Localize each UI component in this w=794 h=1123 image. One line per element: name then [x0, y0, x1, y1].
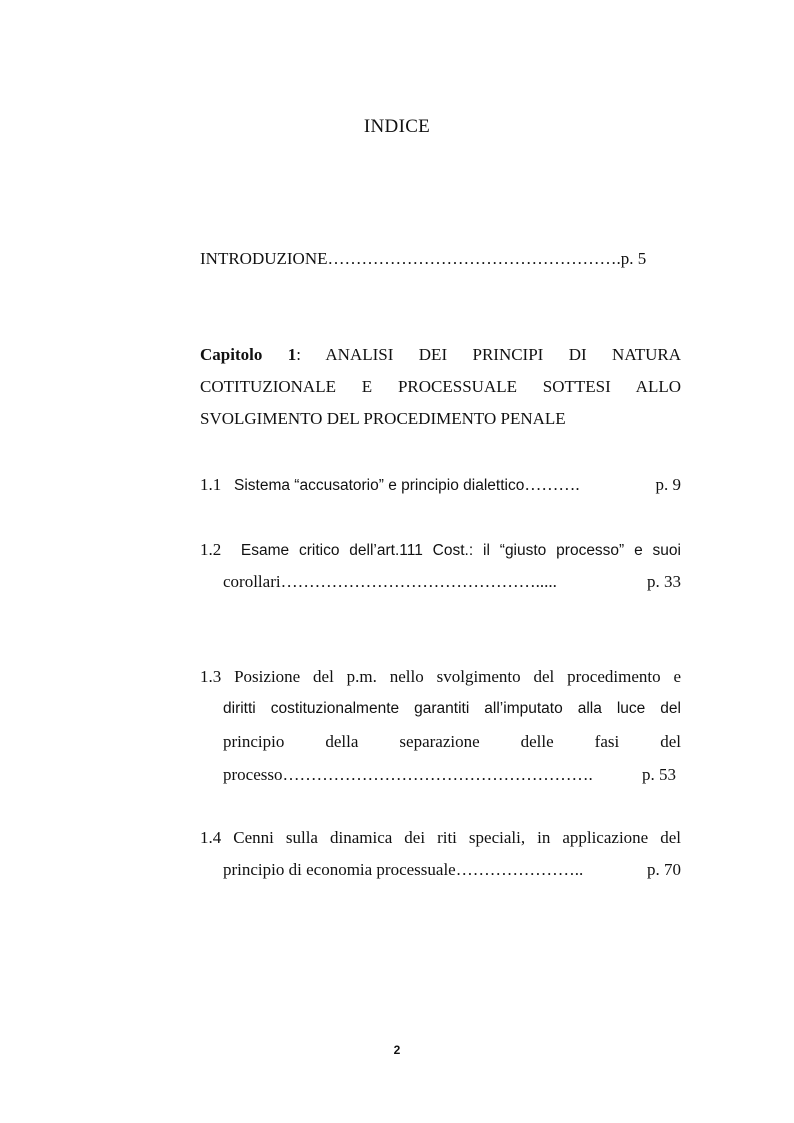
chapter-1-heading-line-2: COTITUZIONALE E PROCESSUALE SOTTESI ALLO [200, 377, 681, 396]
toc-entry-1-3-line-1[interactable]: 1.3 Posizione del p.m. nello svolgimento del procedimento e [200, 667, 681, 686]
page-title: INDICE [363, 116, 431, 137]
toc-entry-1-3-line-3: principio della separazione delle fasi del [223, 732, 681, 751]
toc-entry-label: INTRODUZIONE [200, 249, 328, 268]
section-number: 1.2 [200, 540, 222, 559]
toc-entry-1-3-line-2: diritti costituzionalmente garantiti all’imputato alla luce del [223, 700, 681, 717]
toc-page-number: .p. 5 [616, 249, 647, 268]
toc-entry-1-2-line-1[interactable] [200, 539, 681, 562]
toc-leader: ………………………………………………. [282, 765, 593, 784]
section-number: 1.1 [200, 475, 222, 494]
chapter-1-heading-line-1: Capitolo 1: ANALISI DEI PRINCIPI DI NATURA [200, 345, 681, 364]
toc-leader: ………………….. [455, 860, 584, 879]
toc-entry-introduzione[interactable] [200, 248, 681, 270]
toc-leader: …………………………………………… [327, 249, 617, 268]
toc-entry-1-3-line-4[interactable]: processo………………………………………………. p. 53 [223, 765, 676, 784]
section-title: Sistema “accusatorio” e principio dialettico [234, 477, 525, 494]
toc-page-number: p. 70 [647, 860, 681, 879]
chapter-1-heading-line-3: SVOLGIMENTO DEL PROCEDIMENTO PENALE [200, 409, 566, 428]
toc-entry-1-4-line-1[interactable]: 1.4 Cenni sulla dinamica dei riti speciali, in applicazione del [200, 828, 681, 847]
section-title: Esame critico dell’art.111 Cost.: il “giusto processo” e suoi [240, 542, 681, 559]
toc-leader: ………. [524, 475, 580, 494]
toc-entry-1-2-line-2[interactable]: corollari………………………………………..... p. 33 [223, 572, 681, 591]
toc-page-number: p. 33 [647, 572, 681, 591]
toc-entry-1-4-line-2[interactable]: principio di economia processuale………………….. p. 70 [223, 860, 681, 879]
toc-entry-1-1[interactable] [200, 474, 681, 497]
toc-leader: ………………………………………..... [280, 572, 557, 591]
chapter-label: Capitolo 1 [200, 345, 297, 364]
toc-page-number: p. 9 [655, 475, 681, 494]
toc-page-number: p. 53 [642, 765, 676, 784]
page-number: 2 [393, 1043, 401, 1057]
